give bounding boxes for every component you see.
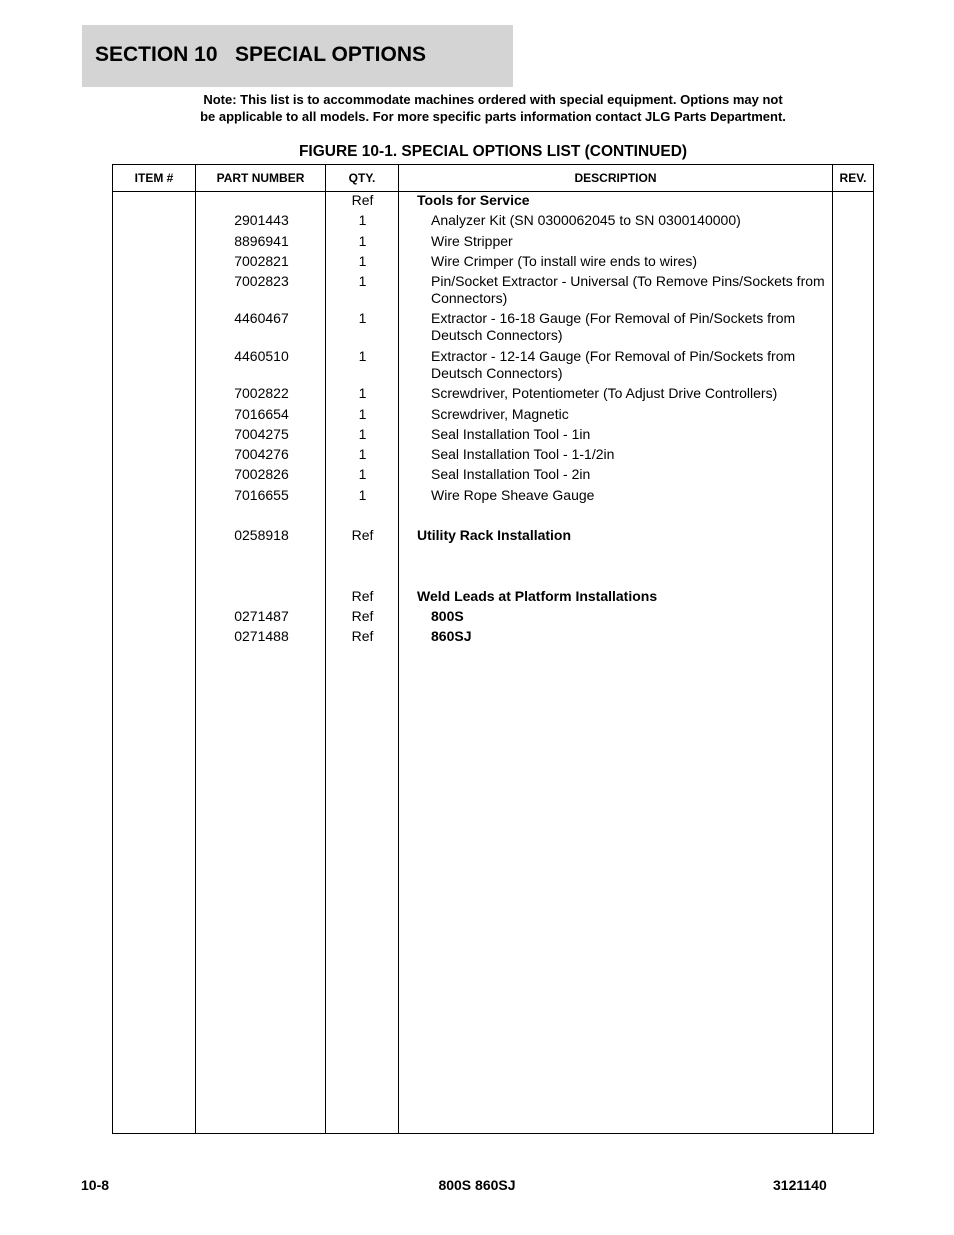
parts-table (112, 164, 874, 1134)
description: Seal Installation Tool - 1in (431, 426, 591, 442)
description: Pin/Socket Extractor - Universal (To Remove Pins/Sockets from Connectors) (431, 273, 825, 306)
part-number: 7004275 (234, 426, 289, 442)
qty: Ref (351, 192, 374, 208)
header-qty: QTY. (348, 171, 376, 185)
description: 800S (431, 608, 464, 624)
qty: 1 (358, 406, 367, 422)
header-description: DESCRIPTION (574, 171, 657, 185)
footer-page-number: 10-8 (81, 1177, 110, 1193)
qty: 1 (358, 348, 367, 364)
qty: 1 (358, 273, 367, 289)
qty: 1 (358, 310, 367, 326)
column-divider (832, 165, 833, 1133)
header-part-number: PART NUMBER (216, 171, 305, 185)
description: Tools for Service (417, 192, 530, 208)
figure-title: FIGURE 10-1. SPECIAL OPTIONS LIST (CONTINUED) (298, 143, 688, 160)
qty: Ref (351, 628, 374, 644)
part-number: 7016654 (234, 406, 289, 422)
qty: Ref (351, 608, 374, 624)
qty: 1 (358, 253, 367, 269)
description: Wire Rope Sheave Gauge (431, 487, 595, 503)
part-number: 7004276 (234, 446, 289, 462)
description: Utility Rack Installation (417, 527, 572, 543)
qty: Ref (351, 588, 374, 604)
qty: 1 (358, 212, 367, 228)
description: Seal Installation Tool - 2in (431, 466, 591, 482)
description: Wire Stripper (431, 233, 513, 249)
note (112, 91, 874, 125)
part-number: 4460467 (234, 310, 289, 326)
part-number: 0258918 (234, 527, 289, 543)
footer-model: 800S 860SJ (438, 1177, 516, 1193)
part-number: 7016655 (234, 487, 289, 503)
qty: 1 (358, 487, 367, 503)
description: Analyzer Kit (SN 0300062045 to SN 0300140000) (431, 212, 741, 228)
column-divider (195, 165, 196, 1133)
description: Screwdriver, Magnetic (431, 406, 569, 422)
section-title: SECTION 10 SPECIAL OPTIONS (95, 43, 427, 66)
note-line: Note: This list is to accommodate machines ordered with special equipment. Options may not (203, 92, 783, 107)
header-item: ITEM # (134, 171, 174, 185)
part-number: 7002822 (234, 385, 289, 401)
description: Extractor - 16-18 Gauge (For Removal of Pin/Sockets from Deutsch Connectors) (431, 310, 796, 343)
section-banner (82, 25, 513, 87)
part-number: 7002826 (234, 466, 289, 482)
description: Screwdriver, Potentiometer (To Adjust Drive Controllers) (431, 385, 778, 401)
description: Seal Installation Tool - 1-1/2in (431, 446, 615, 462)
part-number: 7002823 (234, 273, 289, 289)
part-number: 2901443 (234, 212, 289, 228)
part-number: 4460510 (234, 348, 289, 364)
header-rev: REV. (839, 171, 867, 185)
qty: 1 (358, 385, 367, 401)
qty: 1 (358, 233, 367, 249)
footer-doc-number: 3121140 (773, 1177, 827, 1193)
qty: 1 (358, 446, 367, 462)
part-number: 7002821 (234, 253, 289, 269)
part-number: 8896941 (234, 233, 289, 249)
description: Weld Leads at Platform Installations (417, 588, 658, 604)
description: 860SJ (431, 628, 472, 644)
description: Wire Crimper (To install wire ends to wires) (431, 253, 698, 269)
part-number: 0271487 (234, 608, 289, 624)
note-line: be applicable to all models. For more specific parts information contact JLG Parts Department. (200, 109, 786, 124)
qty: 1 (358, 426, 367, 442)
qty: Ref (351, 527, 374, 543)
part-number: 0271488 (234, 628, 289, 644)
qty: 1 (358, 466, 367, 482)
description: Extractor - 12-14 Gauge (For Removal of Pin/Sockets from Deutsch Connectors) (431, 348, 796, 381)
